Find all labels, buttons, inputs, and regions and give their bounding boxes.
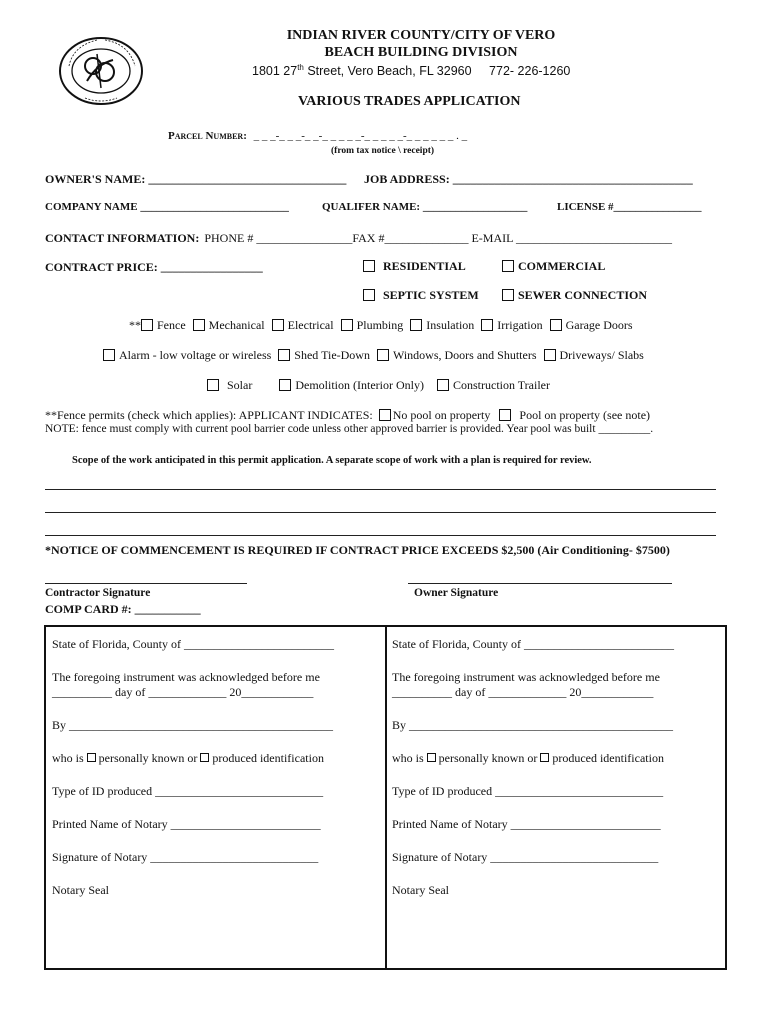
septic-label: SEPTIC SYSTEM (383, 288, 479, 302)
sewer-label: SEWER CONNECTION (518, 288, 648, 302)
right-foregoing-2[interactable]: __________ day of _____________ 20____________ (392, 685, 654, 699)
fence-permit-line (45, 408, 650, 423)
pool-label: Pool on property (see note) (519, 408, 651, 422)
checkbox-icon[interactable] (341, 319, 353, 331)
residential-label: RESIDENTIAL (383, 259, 466, 273)
address-street: Street, Vero Beach, FL 32960 (303, 64, 472, 79)
trade-mechanical: Mechanical (208, 318, 265, 332)
right-id-type[interactable]: Type of ID produced ____________________________ (392, 784, 664, 798)
job-address-field[interactable]: JOB ADDRESS: ________________________________________ (364, 172, 693, 186)
scope-line-1[interactable] (45, 489, 716, 490)
title-line1: INDIAN RIVER COUNTY/CITY OF VERO (286, 28, 556, 43)
checkbox-icon[interactable] (427, 753, 436, 762)
owner-signature-line[interactable] (408, 583, 672, 584)
fence-permit-text: **Fence permits (check which applies): APPLICANT INDICATES: (45, 408, 373, 422)
checkbox-icon[interactable] (540, 753, 549, 762)
commercial-label: COMMERCIAL (518, 259, 606, 273)
right-state-county[interactable]: State of Florida, County of _________________________ (392, 637, 674, 651)
produced-id-label: produced identification (212, 751, 324, 765)
checkbox-icon[interactable] (272, 319, 284, 331)
contract-price-field[interactable]: CONTRACT PRICE: _________________ (45, 260, 263, 274)
address-suffix: th (297, 63, 304, 72)
trade-demolition: Demolition (Interior Only) (295, 378, 424, 392)
checkbox-icon[interactable] (379, 409, 391, 421)
left-state-county[interactable]: State of Florida, County of _________________________ (52, 637, 334, 651)
scope-text: Scope of the work anticipated in this permit application. A separate scope of work with a plan is required for review. (72, 455, 592, 466)
left-notary-seal: Notary Seal (52, 883, 109, 897)
checkbox-icon[interactable] (499, 409, 511, 421)
comp-card-field[interactable]: COMP CARD #: ___________ (45, 602, 201, 616)
address-street-number: 1801 27 (252, 64, 298, 79)
checkbox-icon[interactable] (550, 319, 562, 331)
residential-option[interactable] (363, 259, 466, 274)
right-printed-name[interactable]: Printed Name of Notary _________________________ (392, 817, 661, 831)
septic-option[interactable] (363, 288, 479, 303)
fence-note-line: NOTE: fence must comply with current pool barrier code unless other approved barrier is provided. Year pool was built _________. (45, 423, 654, 435)
checkbox-icon[interactable] (193, 319, 205, 331)
parcel-blanks[interactable]: _ _ _-_ _ _-_ _-_ _ _ _ _-_ _ _ _ _-_ _ _ _ _ _ . _ (253, 130, 468, 142)
who-is-label: who is (392, 751, 424, 765)
trades-row-2 (103, 348, 644, 363)
left-foregoing-1: The foregoing instrument was acknowledged before me (52, 670, 320, 684)
owner-signature-label: Owner Signature (414, 587, 499, 599)
checkbox-icon[interactable] (141, 319, 153, 331)
form-title: VARIOUS TRADES APPLICATION (298, 94, 521, 109)
address-line (252, 63, 570, 78)
checkbox-icon[interactable] (363, 260, 375, 272)
trades-row-1 (129, 318, 633, 333)
contact-info-row (45, 231, 672, 246)
scope-line-3[interactable] (45, 535, 716, 536)
personally-known-label: personally known or (438, 751, 538, 765)
produced-id-label: produced identification (552, 751, 664, 765)
left-signature[interactable]: Signature of Notary ____________________________ (52, 850, 319, 864)
right-by[interactable]: By ____________________________________________ (392, 718, 674, 732)
contact-label: CONTACT INFORMATION: (45, 231, 200, 245)
left-id-type[interactable]: Type of ID produced ____________________________ (52, 784, 324, 798)
trade-driveways: Driveways/ Slabs (559, 348, 644, 362)
left-printed-name[interactable]: Printed Name of Notary _________________________ (52, 817, 321, 831)
who-is-label: who is (52, 751, 84, 765)
trade-shed-tie-down: Shed Tie-Down (294, 348, 370, 362)
trade-electrical: Electrical (287, 318, 334, 332)
left-known-row (52, 751, 324, 766)
checkbox-icon[interactable] (363, 289, 375, 301)
checkbox-icon[interactable] (200, 753, 209, 762)
trade-garage-doors: Garage Doors (565, 318, 633, 332)
checkbox-icon[interactable] (481, 319, 493, 331)
trade-construction-trailer: Construction Trailer (452, 378, 550, 392)
parcel-number-row (168, 130, 467, 142)
trade-windows-doors: Windows, Doors and Shutters (392, 348, 537, 362)
left-foregoing-2[interactable]: __________ day of _____________ 20____________ (52, 685, 314, 699)
commercial-option[interactable] (502, 259, 605, 274)
scope-line-2[interactable] (45, 512, 716, 513)
parcel-label: Parcel Number: (168, 130, 247, 142)
trades-row-3 (207, 378, 550, 393)
checkbox-icon[interactable] (502, 289, 514, 301)
company-name-field[interactable]: COMPANY NAME ___________________________ (45, 201, 289, 213)
right-notary-seal: Notary Seal (392, 883, 449, 897)
right-signature[interactable]: Signature of Notary ____________________________ (392, 850, 659, 864)
title-line2: BEACH BUILDING DIVISION (324, 45, 518, 60)
checkbox-icon[interactable] (437, 379, 449, 391)
contractor-signature-label: Contractor Signature (45, 587, 151, 599)
contact-fields[interactable]: PHONE # ________________FAX #______________ E-MAIL __________________________ (204, 231, 673, 245)
left-by[interactable]: By ____________________________________________ (52, 718, 334, 732)
trade-fence: Fence (157, 318, 186, 332)
checkbox-icon[interactable] (103, 349, 115, 361)
right-foregoing-1: The foregoing instrument was acknowledged before me (392, 670, 660, 684)
owner-name-field[interactable]: OWNER'S NAME: _________________________________ (45, 172, 347, 186)
trade-solar: Solar (227, 378, 253, 392)
contractor-signature-line[interactable] (45, 583, 247, 584)
checkbox-icon[interactable] (377, 349, 389, 361)
checkbox-icon[interactable] (544, 349, 556, 361)
trade-irrigation: Irrigation (497, 318, 543, 332)
trades-prefix: ** (129, 318, 141, 332)
checkbox-icon[interactable] (207, 379, 219, 391)
sewer-option[interactable] (502, 288, 647, 303)
notice-of-commencement: *NOTICE OF COMMENCEMENT IS REQUIRED IF CONTRACT PRICE EXCEEDS $2,500 (Air Conditioning- $7500) (45, 543, 670, 557)
trade-insulation: Insulation (426, 318, 475, 332)
division-phone: 772- 226-1260 (489, 64, 571, 79)
trade-plumbing: Plumbing (356, 318, 404, 332)
checkbox-icon[interactable] (502, 260, 514, 272)
qualifier-name-field[interactable]: QUALIFER NAME: ___________________ (322, 201, 528, 213)
parcel-note: (from tax notice \ receipt) (331, 146, 435, 156)
license-field[interactable]: LICENSE #________________ (557, 201, 702, 213)
checkbox-icon[interactable] (410, 319, 422, 331)
checkbox-icon[interactable] (87, 753, 96, 762)
no-pool-label: No pool on property (392, 408, 491, 422)
personally-known-label: personally known or (98, 751, 198, 765)
right-known-row (392, 751, 664, 766)
checkbox-icon[interactable] (278, 349, 290, 361)
checkbox-icon[interactable] (279, 379, 291, 391)
trade-alarm: Alarm - low voltage or wireless (119, 348, 272, 362)
